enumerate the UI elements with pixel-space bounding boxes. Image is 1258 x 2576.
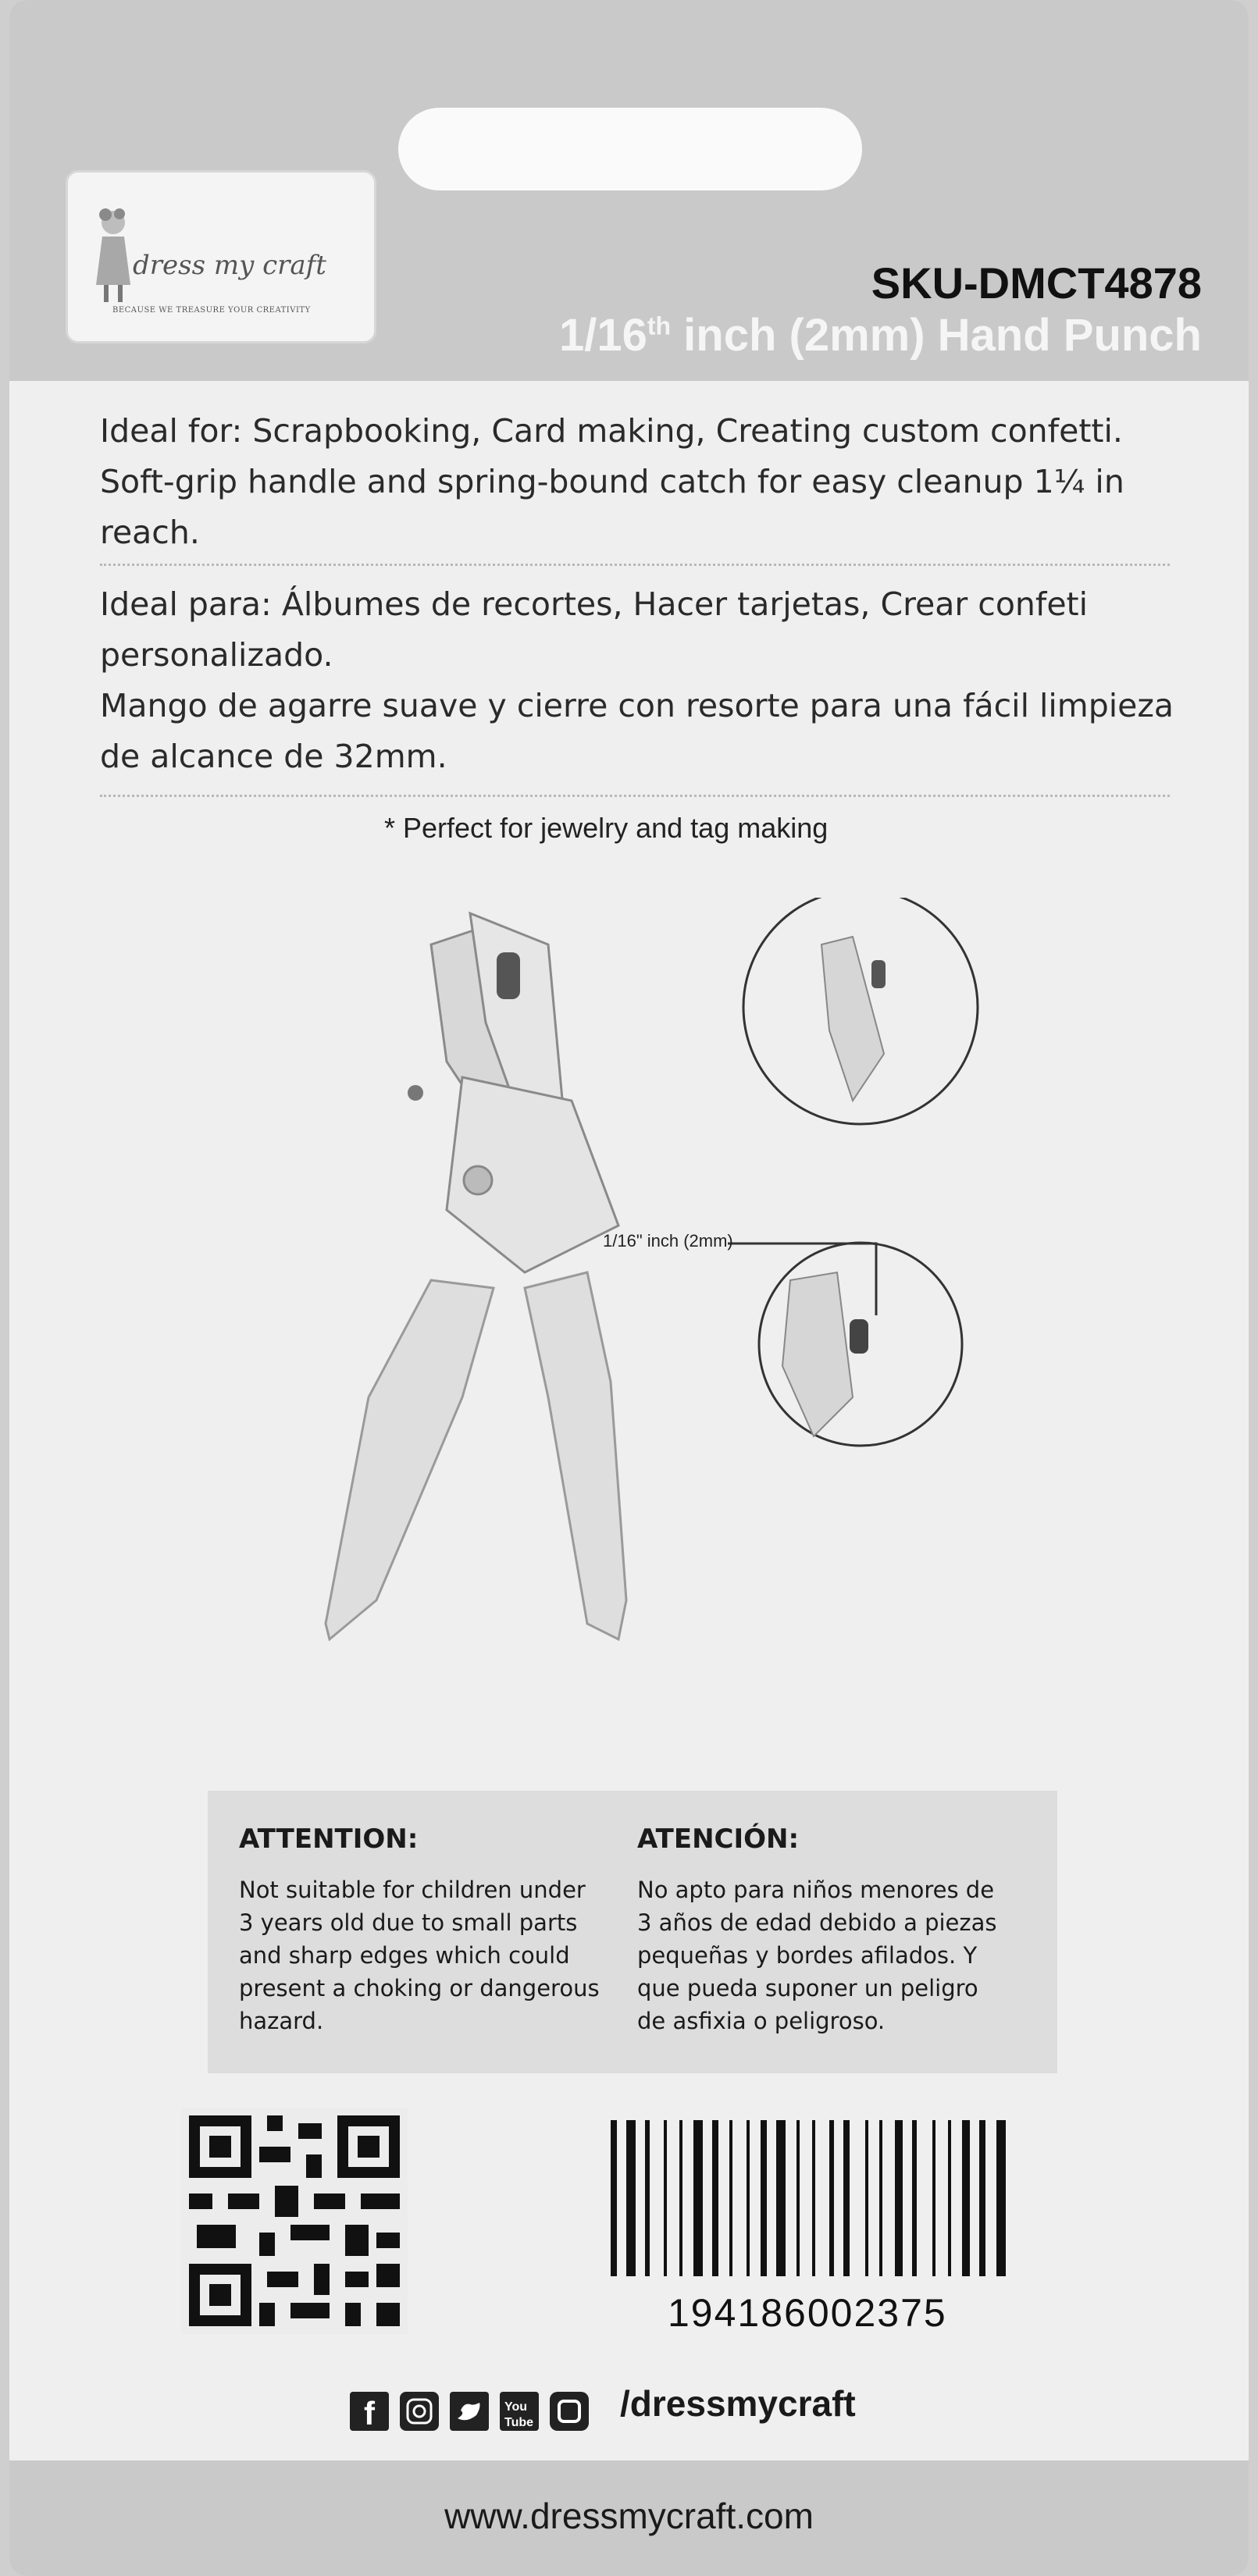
qr-code [181, 2108, 408, 2334]
attention-body-es: No apto para niños menores de 3 años de edad debido a piezas pequeñas y bordes afilados. Y que pueda suponer un peligro de asfixia o peligroso. [637, 1877, 997, 2034]
barcode-bar [712, 2120, 718, 2276]
barcode-bar [932, 2120, 935, 2276]
barcode [604, 2120, 1089, 2284]
barcode-bar [912, 2120, 917, 2276]
product-title: 1/16th inch (2mm) Hand Punch [558, 310, 1202, 361]
barcode-bar [776, 2120, 786, 2276]
divider [100, 564, 1170, 566]
hand-punch-illustration [290, 898, 1071, 1717]
barcode-bar [812, 2120, 815, 2276]
barcode-bar [679, 2120, 682, 2276]
attention-title-en: ATTENTION: [239, 1823, 419, 1855]
website-url: www.dressmycraft.com [444, 2496, 814, 2536]
facebook-icon [350, 2392, 389, 2432]
divider [100, 795, 1170, 797]
sku-label: SKU-DMCT4878 [871, 258, 1202, 308]
twitter-icon [450, 2392, 489, 2431]
barcode-bar [979, 2120, 985, 2276]
social-icons [350, 2390, 608, 2438]
callout-line [728, 1241, 884, 1319]
barcode-bar [693, 2120, 703, 2276]
barcode-bar [626, 2120, 636, 2276]
barcode-bar [962, 2120, 970, 2276]
barcode-bar [879, 2120, 882, 2276]
attention-title-es: ATENCIÓN: [637, 1823, 800, 1855]
spanish-line-2: Mango de agarre suave y cierre con resorte para una fácil limpieza de alcance de 32mm. [100, 687, 1174, 775]
svg-text:You: You [504, 2400, 528, 2414]
barcode-bar [645, 2120, 650, 2276]
barcode-bar [761, 2120, 767, 2276]
description-spanish [100, 579, 1185, 782]
social-icons-svg [350, 2390, 608, 2434]
english-line-1: Ideal for: Scrapbooking, Card making, Creating custom confetti. [100, 412, 1123, 450]
barcode-bar [611, 2120, 617, 2276]
spanish-line-1: Ideal para: Álbumes de recortes, Hacer tarjetas, Crear confeti personalizado. [100, 585, 1089, 674]
barcode-bar [843, 2120, 850, 2276]
barcode-bar [895, 2120, 903, 2276]
logo-text: dress my craft [133, 250, 326, 281]
social-handle: /dressmycraft [620, 2383, 856, 2424]
logo-tagline: BECAUSE WE TREASURE YOUR CREATIVITY [112, 306, 311, 315]
barcode-bar [996, 2120, 1006, 2276]
description-english [100, 406, 1185, 558]
barcode-bar [729, 2120, 732, 2276]
product-card [9, 0, 1249, 2576]
instagram-icon [400, 2392, 439, 2431]
youtube-icon [500, 2392, 539, 2431]
feature-note: * Perfect for jewelry and tag making [384, 812, 829, 844]
barcode-number: 194186002375 [668, 2291, 947, 2335]
girl-illustration-icon [90, 207, 137, 308]
barcode-bar [747, 2120, 750, 2276]
barcode-bar [796, 2120, 800, 2276]
callout-label: 1/16" inch (2mm) [603, 1231, 733, 1251]
svg-text:f: f [364, 2395, 375, 2432]
english-line-2: Soft-grip handle and spring-bound catch for easy cleanup 1¼ in reach. [100, 463, 1124, 551]
attention-body-en: Not suitable for children under 3 years old due to small parts and sharp edges which could present a choking or dangerous hazard. [239, 1877, 600, 2034]
barcode-bar [865, 2120, 868, 2276]
barcode-bar [664, 2120, 667, 2276]
hang-hole [398, 108, 862, 190]
barcode-bar [948, 2120, 951, 2276]
svg-text:Tube: Tube [504, 2416, 534, 2429]
barcode-bar [829, 2120, 834, 2276]
blogger-icon [550, 2392, 589, 2431]
